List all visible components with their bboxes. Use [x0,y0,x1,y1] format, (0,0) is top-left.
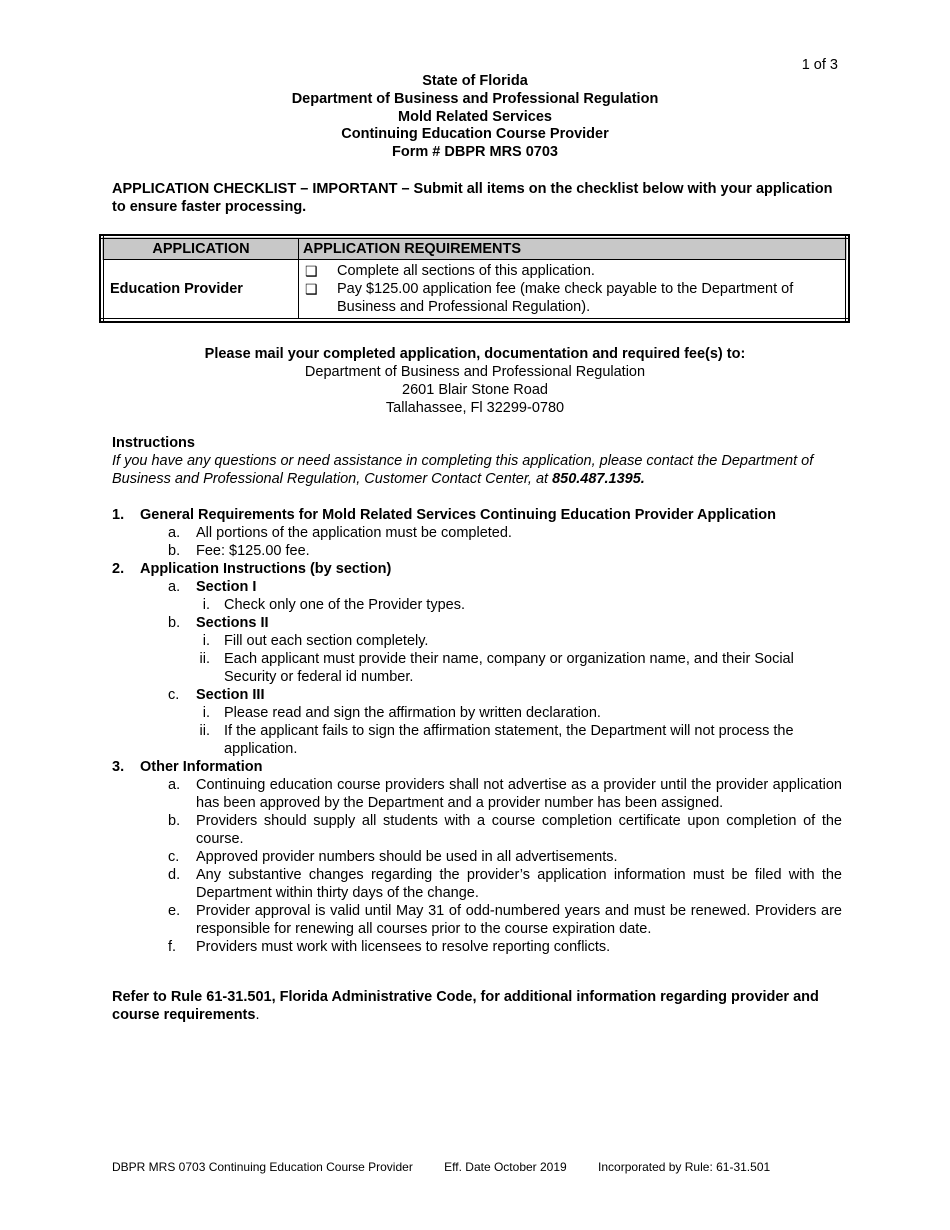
page-number: 1 of 3 [801,57,838,73]
section-heading [112,758,842,776]
rule-reference-text: Refer to Rule 61-31.501, Florida Administrative Code, for additional information regarding provider and course requirements [112,989,819,1023]
subsection-title: Sections II [196,615,269,631]
subsection-title: Section III [196,687,265,703]
list-marker: d. [168,867,181,883]
list-item-text: Please read and sign the affirmation by written declaration. [224,705,601,721]
list-item [112,686,842,704]
checklist-item-text: Pay $125.00 application fee (make check payable to the Department of Business and Professional Regulation). [337,281,794,315]
list-marker: i. [202,597,210,613]
header-state: State of Florida [422,73,528,89]
list-item-text: Any substantive changes regarding the provider’s application information must be filed with the Department within thirty days of the change. [196,867,842,901]
checkbox-icon[interactable]: ❑ [305,263,318,279]
list-marker: a. [168,579,181,595]
list-marker: i. [202,705,210,721]
instructions-body: If you have any questions or need assistance in completing this application, please contact the Department of Business and Professional Regulation, Customer Contact Center, at [112,453,814,487]
list-marker: c. [168,849,180,865]
list-item [112,848,842,866]
footer-rule: Incorporated by Rule: 61-31.501 [598,1160,771,1174]
list-item-text: Provider approval is valid until May 31 of odd-numbered years and must be renewed. Providers are responsible for renewing all courses prior to the course expiration date. [196,903,842,937]
list-marker: 1. [112,507,125,523]
list-item-text: Check only one of the Provider types. [224,597,465,613]
list-item [112,596,842,614]
header-department: Department of Business and Professional Regulation [291,90,659,107]
list-item [112,866,842,902]
list-item-text: Fill out each section completely. [224,633,429,649]
mail-line-2: 2601 Blair Stone Road [402,382,548,398]
list-item [112,938,842,956]
list-item-text: Providers should supply all students with a course completion certificate upon completion of the course. [196,813,842,847]
list-marker: a. [168,777,181,793]
section-title: General Requirements for Mold Related Services Continuing Education Provider Application [140,507,776,523]
list-marker: 3. [112,759,125,775]
list-item-text: All portions of the application must be completed. [196,525,512,541]
page-footer [112,1158,798,1176]
list-item [112,632,842,650]
list-item [112,650,842,686]
list-item [112,722,842,758]
checklist-title: APPLICATION CHECKLIST – IMPORTANT – Submit all items on the checklist below with your application to ensure faster processing. [112,181,833,215]
list-item [112,614,842,632]
table-header-requirements: APPLICATION REQUIREMENTS [299,237,848,260]
list-item [112,704,842,722]
form-header [0,73,950,162]
requirements-cell [299,260,848,321]
header-service: Mold Related Services [398,108,552,125]
section-heading [112,560,842,578]
list-marker: a. [168,525,181,541]
list-item-text: Fee: $125.00 fee. [196,543,310,559]
table-row [102,260,847,321]
mail-line-3: Tallahassee, Fl 32299-0780 [385,400,565,416]
list-marker: 2. [112,561,125,577]
list-item-text: If the applicant fails to sign the affirmation statement, the Department will not process the application. [224,723,794,757]
subsection-title: Section I [196,579,257,595]
list-item [112,902,842,938]
section-title: Application Instructions (by section) [140,561,392,577]
mail-line-1: Department of Business and Professional Regulation [304,364,646,380]
checklist-item[interactable] [305,262,839,280]
checkbox-icon[interactable]: ❑ [305,281,318,297]
list-marker: b. [168,615,181,631]
instructions-block [112,434,842,488]
numbered-instructions [112,506,842,956]
list-item-text: Each applicant must provide their name, company or organization name, and their Social Security or federal id number. [224,651,794,685]
list-item-text: Providers must work with licensees to resolve reporting conflicts. [196,939,611,955]
list-item [112,542,842,560]
list-marker: ii. [199,723,210,739]
table-header-application: APPLICATION [102,237,299,260]
header-provider: Continuing Education Course Provider [341,126,609,143]
list-marker: b. [168,813,181,829]
list-item-text: Continuing education course providers shall not advertise as a provider until the provider application has been approved by the Department and a provider number has been assigned. [196,777,842,811]
list-item [112,524,842,542]
rule-reference-period: . [255,1007,260,1023]
mail-heading: Please mail your completed application, documentation and required fee(s) to: [204,346,746,362]
list-marker: f. [168,939,177,955]
footer-form: DBPR MRS 0703 Continuing Education Course Provider [112,1160,413,1174]
list-item [112,776,842,812]
list-item-text: Approved provider numbers should be used in all advertisements. [196,849,618,865]
instructions-title: Instructions [112,435,195,451]
checklist-item-text: Complete all sections of this application. [337,263,595,279]
footer-date: Eff. Date October 2019 [444,1160,567,1174]
row-label: Education Provider [102,260,299,321]
checklist-item[interactable] [305,280,839,316]
header-form-number: Form # DBPR MRS 0703 [392,144,558,161]
list-marker: e. [168,903,181,919]
requirements-table [100,235,849,322]
section-title: Other Information [140,759,263,775]
list-marker: c. [168,687,180,703]
rule-reference [112,988,842,1024]
mailing-address-block [0,345,950,417]
list-marker: ii. [199,651,210,667]
list-item [112,812,842,848]
list-marker: b. [168,543,181,559]
instructions-text [112,452,842,488]
list-item [112,578,842,596]
phone-number: 850.487.1395. [552,471,645,487]
section-heading [112,506,842,524]
list-marker: i. [202,633,210,649]
